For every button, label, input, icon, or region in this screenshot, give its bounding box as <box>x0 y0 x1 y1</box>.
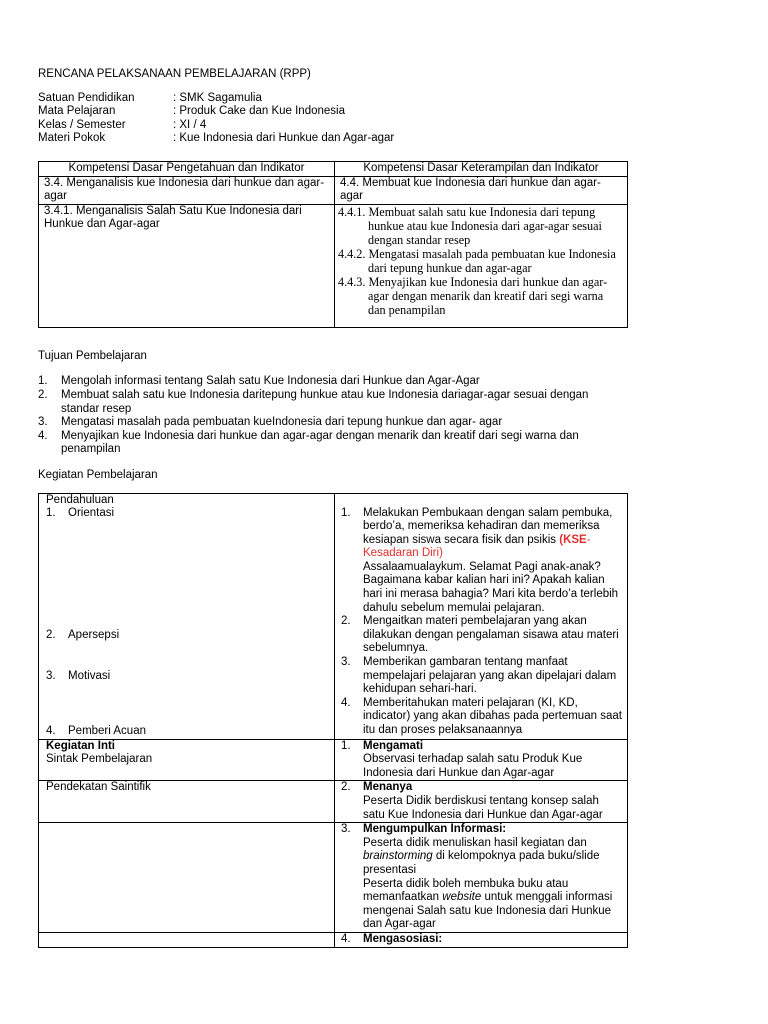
kd-knowledge: 3.4. Menganalisis kue Indonesia dari hunkue dan agar-agar <box>39 176 335 204</box>
activities-heading: Kegiatan Pembelajaran <box>38 468 158 481</box>
step-motivasi: 3. Motivasi <box>46 670 111 683</box>
meta-label: Mata Pelajaran <box>38 105 116 118</box>
list-item: 3. Mengatasi masalah pada pembuatan kueIndonesia dari tepung hunkue dan agar- agar <box>38 416 503 429</box>
indicator-skill: 4.4.2. Mengatasi masalah pada pembuatan kue Indonesia dari tepung hunkue dan agar-agar <box>338 246 616 275</box>
list-item: 4. Menyajikan kue Indonesia dari hunkue dan agar-agar dengan menarik dan kreatif dari segi warna dan penampilan <box>38 429 579 456</box>
meta-value: : XI / 4 <box>173 118 207 131</box>
indicator-skill-list <box>335 204 628 327</box>
meta-value: : SMK Sagamulia <box>173 91 262 104</box>
kd-skill: 4.4. Membuat kue Indonesia dari hunkue dan agar-agar <box>335 176 628 204</box>
kse-tag: (KSE-Kesadaran Diri) <box>363 533 591 560</box>
step-orientasi: 1. Orientasi <box>46 507 115 520</box>
meta-value: : Produk Cake dan Kue Indonesia <box>173 105 345 118</box>
indicator-skill: 4.4.3. Menyajikan kue Indonesia dari hunkue dan agar-agar dengan menarik dan kreatif dari segi warna dan penampilan <box>338 274 608 317</box>
ask-cell: 2. Menanya Peserta Didik berdiskusi tentang konsep salah satu Kue Indonesia dari Hunkue dan Agar-agar <box>335 781 628 823</box>
intro-label: Pendahuluan <box>46 493 114 506</box>
core-label: Kegiatan Inti <box>46 739 116 752</box>
observe-cell: 1. Mengamati Observasi terhadap salah satu Produk Kue Indonesia dari Hunkue dan Agar-agar <box>335 739 628 781</box>
meta-value: : Kue Indonesia dari Hunkue dan Agar-agar <box>173 132 395 145</box>
scientific-label: Pendekatan Saintifik <box>39 781 335 823</box>
indicator-skill: 4.4.1. Membuat salah satu kue Indonesia dari tepung hunkue atau kue Indonesia dari agar-agar sesuai dengan standar resep <box>338 204 602 247</box>
identity-block <box>38 92 628 146</box>
indicator-knowledge: 3.4.1. Menganalisis Salah Satu Kue Indonesia dari Hunkue dan Agar-agar <box>39 204 335 327</box>
list-item: 2. Mengaitkan materi pembelajaran yang akan dilakukan dengan pengalaman sisawa atau materi sebelumnya. <box>341 615 619 655</box>
core-left <box>39 739 335 781</box>
header-knowledge: Kompetensi Dasar Pengetahuan dan Indikator <box>39 161 335 176</box>
document-title: RENCANA PELAKSANAAN PEMBELAJARAN (RPP) <box>38 68 311 80</box>
list-item: 3. Memberikan gambaran tentang manfaat mempelajari pelajaran yang akan dipelajari dalam kehidupan sehari-hari. <box>341 656 617 696</box>
intro-right <box>335 493 628 739</box>
meta-label: Materi Pokok <box>38 132 106 145</box>
empty-cell <box>39 823 335 933</box>
step-apersepsi: 2. Apersepsi <box>46 629 120 642</box>
competency-table <box>38 161 628 328</box>
meta-label: Satuan Pendidikan <box>38 91 135 104</box>
activities-table <box>38 493 628 948</box>
list-item: 4. Memberitahukan materi pelajaran (KI, KD, indicator) yang akan dibahas pada pertemuan saat itu dan proses pelaksanaannya <box>341 696 622 736</box>
syntax-label: Sintak Pembelajaran <box>46 753 153 766</box>
collect-cell: 3. Mengumpulkan Informasi: Peserta didik menuliskan hasil kegiatan dan brainstorming di kelompoknya pada buku/slide presentasi Peserta didik boleh membuka buku atau memanfaatkan website untuk menggali informasi mengenai Salah satu kue Indonesia dari Hunkue dan Agar-agar <box>335 823 628 933</box>
step-pemberi-acuan: 4. Pemberi Acuan <box>46 725 146 738</box>
intro-left <box>39 493 335 739</box>
meta-label: Kelas / Semester <box>38 118 126 131</box>
header-skill: Kompetensi Dasar Keterampilan dan Indikator <box>335 161 628 176</box>
list-item: 1. Mengolah informasi tentang Salah satu Kue Indonesia dari Hunkue dan Agar-Agar <box>38 375 480 388</box>
associate-cell: 4. Mengasosiasi: <box>335 933 628 948</box>
document-page <box>38 68 628 948</box>
empty-cell <box>39 933 335 948</box>
objectives-list <box>38 375 628 457</box>
objectives-heading: Tujuan Pembelajaran <box>38 349 147 362</box>
list-item: 1. Melakukan Pembukaan dengan salam pembuka, berdo’a, memeriksa kehadiran dan memeriksa kesiapan siswa secara fisik dan psikis (KSE-Kesadaran Diri) Assalaamualaykum. Selamat Pagi anak-anak? Bagaimana kabar kalian hari ini? Apakah kalian hari ini merasa bahagia? Mari kita berdo’a terlebih dahulu sebelum memulai pelajaran. <box>341 506 619 614</box>
list-item: 2. Membuat salah satu kue Indonesia daritepung hunkue atau kue Indonesia dariagar-agar sesuai dengan standar resep <box>38 388 589 415</box>
